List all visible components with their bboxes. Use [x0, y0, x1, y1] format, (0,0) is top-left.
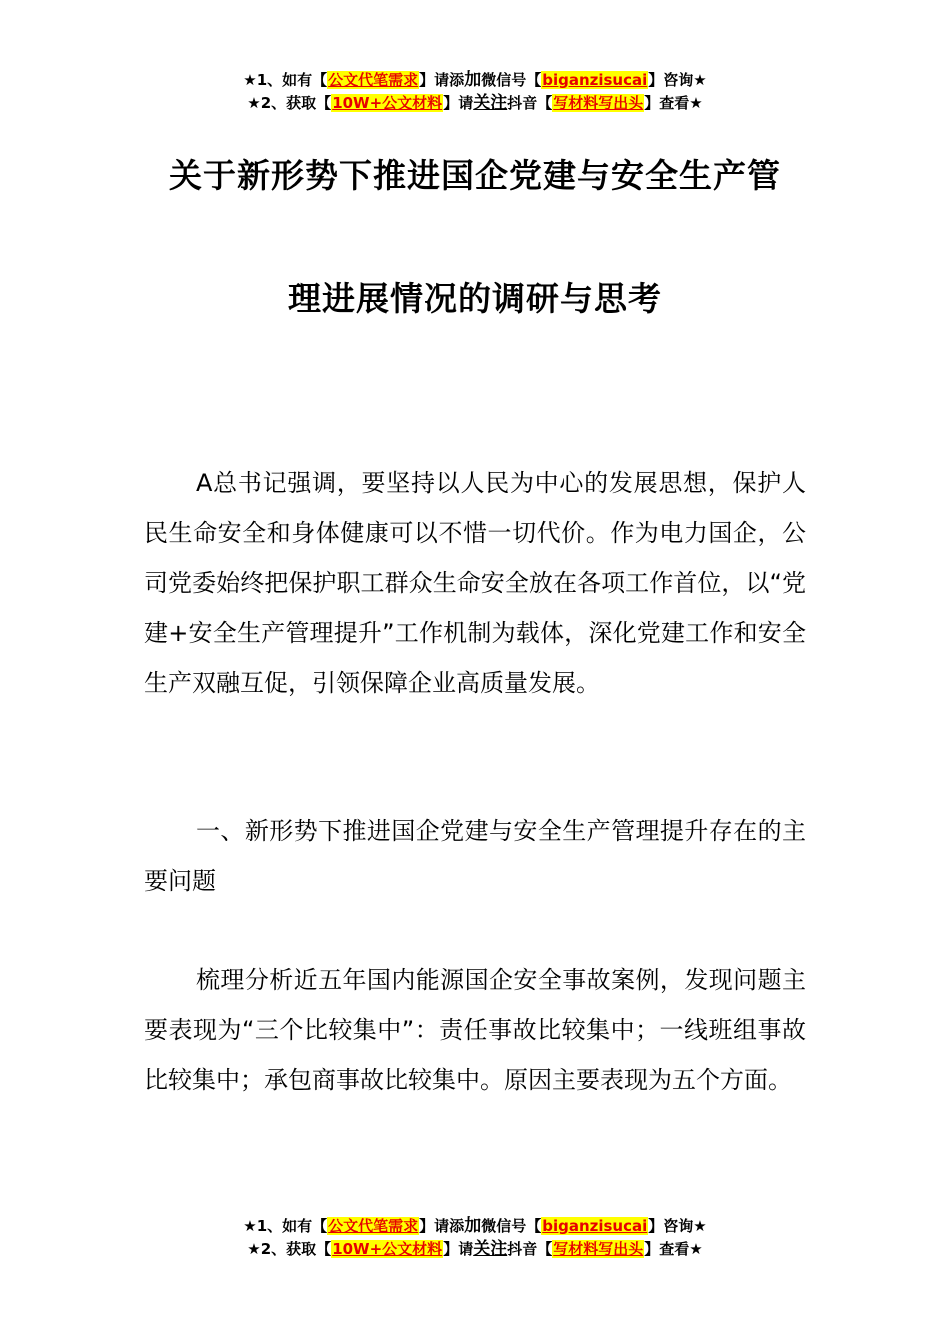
document-title-line-1: 关于新形势下推进国企党建与安全生产管 [169, 156, 781, 195]
promo-line-2 [0, 1238, 950, 1261]
section-heading-1: 一、新形势下推进国企党建与安全生产管理提升存在的主要问题 [144, 817, 806, 895]
promo-text: 】咨询★ [648, 1217, 707, 1235]
promo-text: 微信号【 [481, 1217, 542, 1235]
footer-promo-banner [0, 1215, 950, 1261]
body-paragraph-analysis: 梳理分析近五年国内能源国企安全事故案例，发现问题主要表现为“三个比较集中”：责任事故比较集中；一线班组事故比较集中；承包商事故比较集中。原因主要表现为五个方面。 [144, 966, 806, 1094]
promo-highlight: biganzisucai [542, 1217, 648, 1235]
promo-highlight: 写材料写出头 [553, 94, 644, 112]
promo-line-2 [0, 92, 950, 115]
promo-highlight: 公文代笔需求 [328, 1217, 419, 1235]
document-title-line-2: 理进展情况的调研与思考 [288, 279, 662, 318]
promo-emphasis: 加 [464, 1216, 482, 1236]
promo-emphasis: 关注 [473, 1239, 508, 1259]
promo-text: ★1、如有【 [243, 71, 328, 89]
promo-highlight: 10W+公文材料 [332, 1240, 443, 1258]
promo-text: ★1、如有【 [243, 1217, 328, 1235]
promo-text: 抖音【 [507, 94, 553, 112]
promo-text: 】请添 [419, 1217, 465, 1235]
promo-highlight: 10W+公文材料 [332, 94, 443, 112]
promo-line-1 [0, 1215, 950, 1238]
promo-text: 】请添 [419, 71, 465, 89]
promo-highlight: biganzisucai [542, 71, 648, 89]
promo-text: ★2、获取【 [247, 1240, 332, 1258]
promo-line-1 [0, 69, 950, 92]
promo-text: 】查看★ [644, 94, 703, 112]
promo-text: 】查看★ [644, 1240, 703, 1258]
promo-text: 】请 [443, 94, 474, 112]
promo-emphasis: 关注 [473, 93, 508, 113]
promo-highlight: 公文代笔需求 [328, 71, 419, 89]
promo-text: 微信号【 [481, 71, 542, 89]
promo-emphasis: 加 [464, 70, 482, 90]
promo-text: 抖音【 [507, 1240, 553, 1258]
promo-text: 】咨询★ [648, 71, 707, 89]
promo-text: 】请 [443, 1240, 474, 1258]
promo-text: ★2、获取【 [247, 94, 332, 112]
promo-highlight: 写材料写出头 [553, 1240, 644, 1258]
body-paragraph-intro: A总书记强调，要坚持以人民为中心的发展思想，保护人民生命安全和身体健康可以不惜一切代价。作为电力国企，公司党委始终把保护职工群众生命安全放在各项工作首位，以“党建+安全生产管理提升”工作机制为载体，深化党建工作和安全生产双融互促，引领保障企业高质量发展。 [144, 469, 806, 697]
header-promo-banner [0, 69, 950, 115]
